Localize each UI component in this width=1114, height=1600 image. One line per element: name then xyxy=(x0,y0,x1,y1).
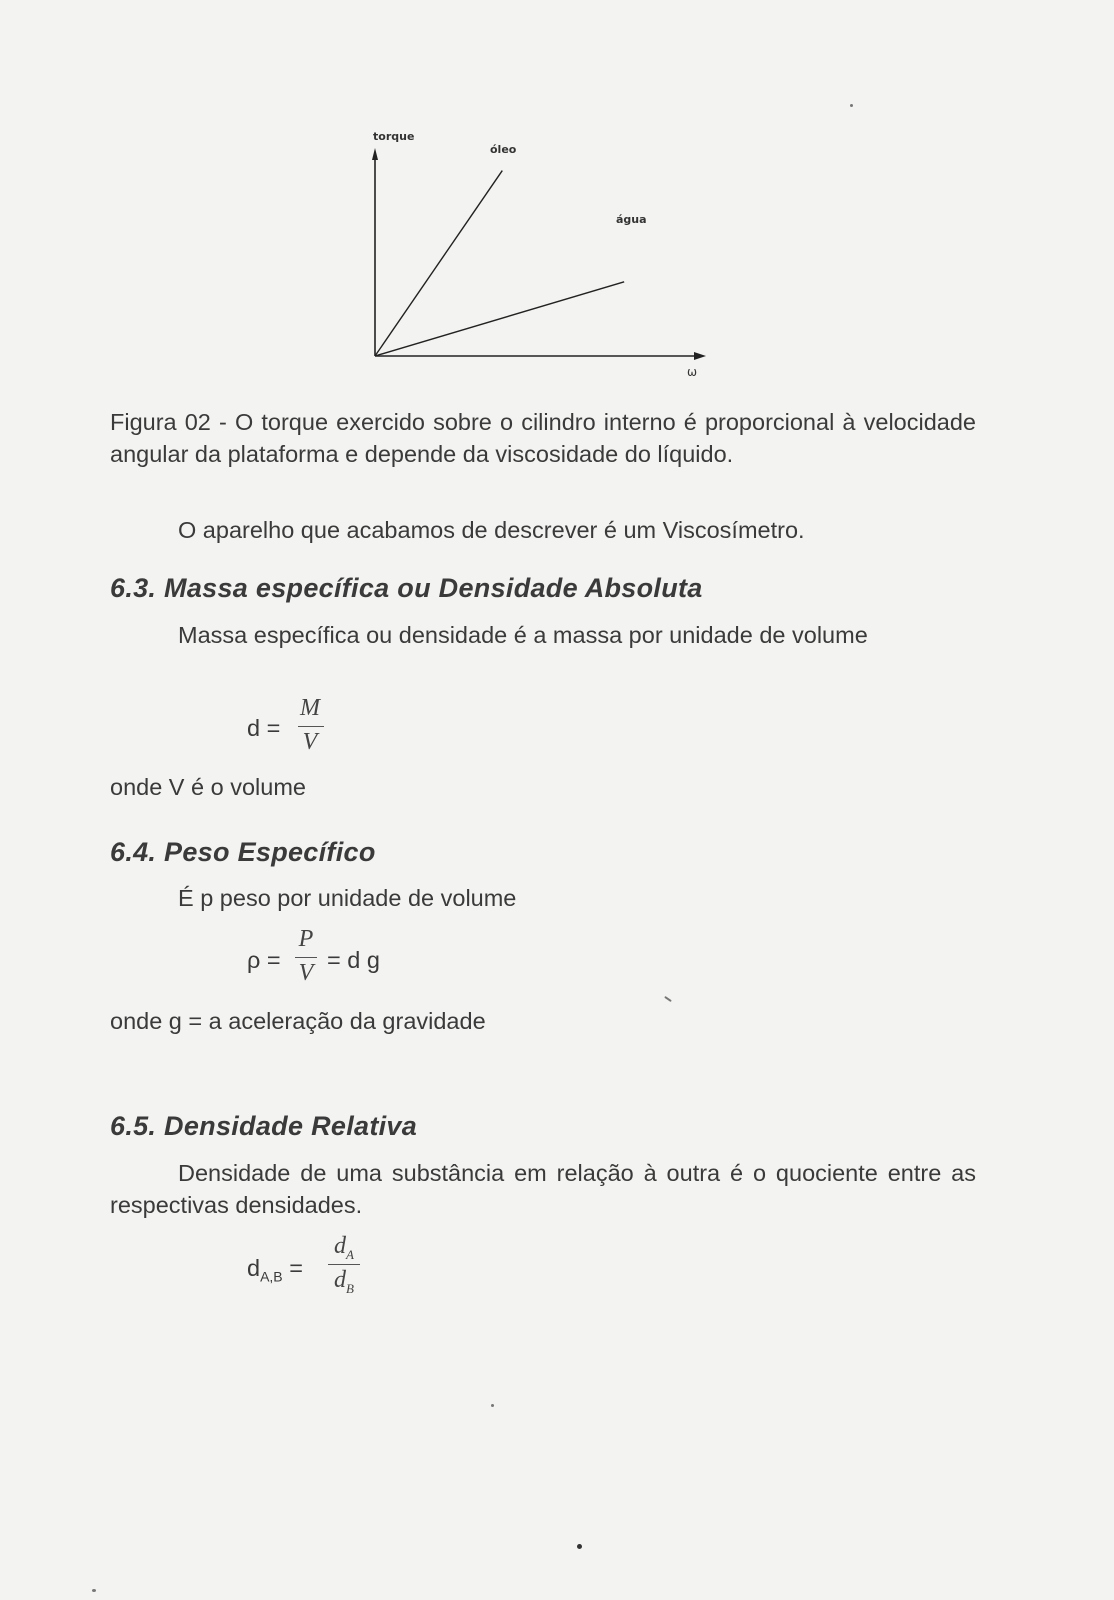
scan-speck xyxy=(92,1589,96,1592)
series-label-oleo: óleo xyxy=(490,143,517,156)
formula-relative-den-sub: B xyxy=(346,1280,354,1296)
chart-ylabel: torque xyxy=(373,130,415,143)
section-heading-6-3: 6.3. Massa específica ou Densidade Absoluta xyxy=(110,573,703,603)
section-note-6-3: onde V é o volume xyxy=(110,774,306,800)
scan-speck xyxy=(850,104,853,107)
formula-relative-eq: = xyxy=(289,1255,303,1281)
formula-weight-bar xyxy=(295,957,317,958)
formula-relative-lhs xyxy=(247,1252,303,1293)
scan-speck xyxy=(577,1544,582,1549)
formula-relative-den xyxy=(327,1267,361,1297)
formula-density-den: V xyxy=(302,729,318,755)
formula-relative-lhs-main: d xyxy=(247,1255,261,1281)
formula-relative-den-main: d xyxy=(334,1267,347,1293)
formula-density-lhs: d = xyxy=(247,715,281,741)
formula-relative-num xyxy=(327,1233,361,1263)
chart-xlabel: ω xyxy=(687,365,698,379)
chart-x-axis-arrow xyxy=(694,352,706,360)
series-line-oleo xyxy=(375,171,502,356)
chart-y-axis-arrow xyxy=(372,148,378,160)
intro-line: O aparelho que acabamos de descrever é um Viscosímetro. xyxy=(178,517,805,543)
section-heading-6-5: 6.5. Densidade Relativa xyxy=(110,1111,418,1141)
section-body-6-5: Densidade de uma substância em relação à outra é o quociente entre as respectivas densidades. xyxy=(110,1160,976,1218)
formula-weight-num: P xyxy=(298,926,314,952)
formula-relative-num-sub: A xyxy=(346,1246,354,1262)
formula-relative-lhs-sub: A,B xyxy=(260,1268,283,1285)
torque-chart xyxy=(360,120,720,390)
figure-caption: Figura 02 - O torque exercido sobre o cilindro interno é proporcional à velocidade angular da plataforma e depende da viscosidade do líquido. xyxy=(110,409,976,467)
section-body-6-4: É p peso por unidade de volume xyxy=(178,885,517,911)
scan-speck xyxy=(491,1404,494,1407)
formula-relative-bar xyxy=(328,1264,360,1265)
formula-weight-rhs: = d g xyxy=(327,947,380,973)
formula-weight-lhs: ρ = xyxy=(247,947,281,973)
scan-speck xyxy=(664,996,672,1002)
section-heading-6-4: 6.4. Peso Específico xyxy=(110,837,376,867)
section-note-6-4: onde g = a aceleração da gravidade xyxy=(110,1008,486,1034)
series-label-agua: água xyxy=(616,213,647,226)
formula-relative-num-main: d xyxy=(334,1233,347,1259)
section-body-6-3: Massa específica ou densidade é a massa por unidade de volume xyxy=(178,622,868,648)
formula-weight-den: V xyxy=(298,960,314,986)
formula-density-num: M xyxy=(300,695,320,721)
formula-density-bar xyxy=(298,726,324,727)
series-line-agua xyxy=(375,282,624,356)
